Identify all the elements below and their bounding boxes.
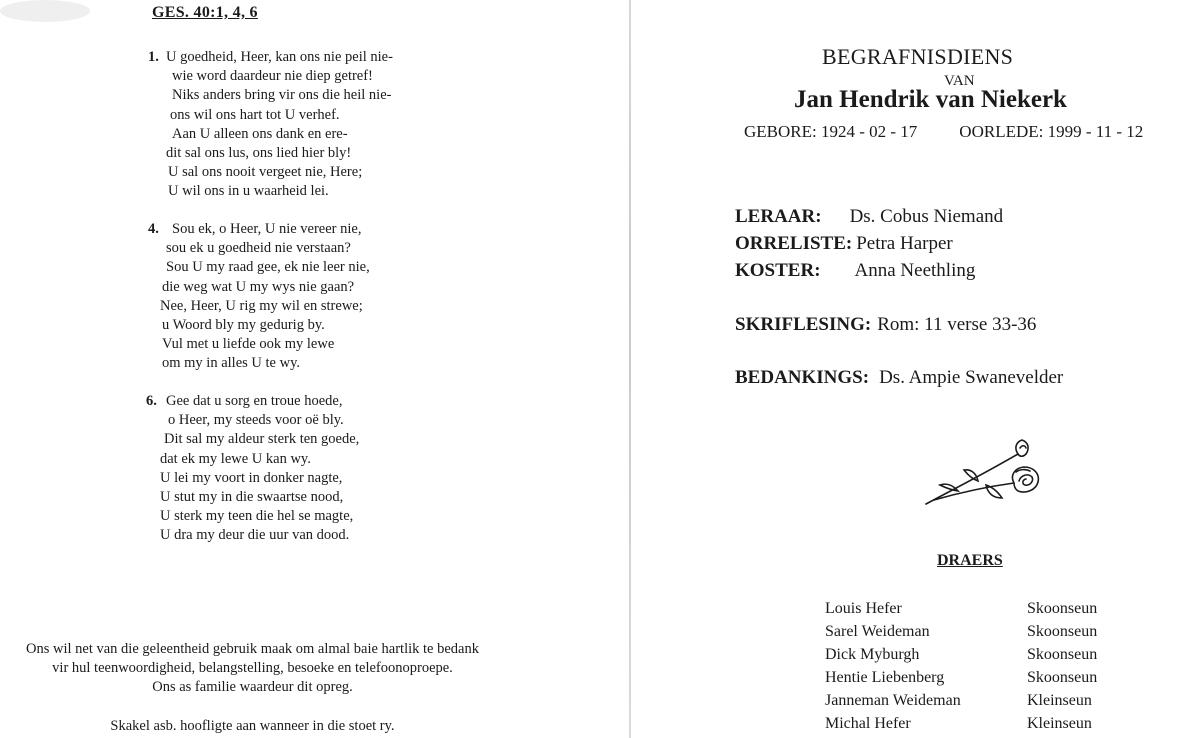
verse-line: U wil ons in u waarheid lei.: [168, 183, 329, 200]
bearer-relation: Skoonseun: [1027, 646, 1098, 663]
verse-line: U sal ons nooit vergeet nie, Here;: [168, 164, 363, 181]
hymn-verse-4: [148, 220, 370, 374]
death-date: OORLEDE: 1999 - 11 - 12: [959, 122, 1144, 141]
verse-line: U dra my deur die uur van dood.: [160, 527, 350, 544]
bearer-relation: Skoonseun: [1027, 600, 1098, 617]
verse-line: ons wil ons hart tot U verhef.: [170, 106, 340, 123]
bearer-row: [825, 692, 1125, 715]
verse-line: Dit sal my aldeur sterk ten goede,: [164, 431, 360, 448]
verse-line: om my in alles U te wy.: [162, 355, 300, 372]
verse-number: 4.: [148, 221, 159, 237]
role-label: ORRELISTE:: [735, 233, 853, 254]
bearer-relation: Kleinseun: [1027, 692, 1092, 709]
bearer-name: Janneman Weideman: [825, 692, 961, 709]
thank-you-line: vir hul teenwoordigheid, belangstelling, besoeke en telefoonoproepe.: [52, 660, 453, 676]
bearers-list: [825, 600, 1125, 738]
verse-line: sou ek u goedheid nie verstaan?: [166, 240, 351, 257]
bearer-row: [825, 669, 1125, 692]
bearer-relation: Skoonseun: [1027, 623, 1098, 640]
role-organist: [735, 233, 953, 255]
role-value: Ds. Ampie Swanevelder: [879, 367, 1064, 388]
hymn-verse-6: [146, 392, 360, 546]
birth-date: GEBORE: 1924 - 02 - 17: [744, 122, 918, 141]
verse-line: Aan U alleen ons dank en ere-: [172, 125, 348, 142]
service-van: VAN: [944, 73, 975, 89]
bearer-row: [825, 646, 1125, 669]
role-label: KOSTER:: [735, 260, 821, 281]
role-value: Petra Harper: [856, 233, 953, 254]
bearer-name: Louis Hefer: [825, 600, 902, 617]
role-label: LERAAR:: [735, 206, 822, 227]
role-scripture-reading: [735, 314, 1036, 336]
bearer-name: Dick Myburgh: [825, 646, 920, 663]
verse-line: U sterk my teen die hel se magte,: [160, 508, 354, 525]
headlights-notice: Skakel asb. hoofligte aan wanneer in die stoet ry.: [110, 718, 395, 734]
bearer-name: Hentie Liebenberg: [825, 669, 945, 686]
verse-line: Niks anders bring vir ons die heil nie-: [172, 87, 392, 104]
thank-you-note: [0, 640, 505, 697]
thank-you-line: Ons wil net van die geleentheid gebruik maak om almal baie hartlik te bedank: [26, 641, 479, 657]
rose-illustration-icon: [922, 436, 1052, 516]
role-value: Anna Neethling: [854, 260, 976, 281]
verse-line: u Woord bly my gedurig by.: [162, 317, 325, 334]
verse-line: U stut my in die swaartse nood,: [160, 489, 344, 506]
role-thanks: [735, 367, 1063, 389]
bearer-row: [825, 623, 1125, 646]
service-title: BEGRAFNISDIENS: [822, 44, 1014, 69]
verse-line: die weg wat U my wys nie gaan?: [162, 278, 355, 295]
thank-you-line: Ons as familie waardeur dit opreg.: [152, 679, 353, 695]
verse-line: U lei my voort in donker nagte,: [160, 469, 343, 486]
verse-line: wie word daardeur nie diep getref!: [172, 68, 373, 85]
verse-number: 1.: [148, 49, 159, 65]
bearer-relation: Kleinseun: [1027, 715, 1092, 732]
role-minister: [735, 206, 1003, 228]
hymn-verse-1: [148, 48, 393, 202]
bearer-relation: Skoonseun: [1027, 669, 1098, 686]
verse-line: dat ek my lewe U kan wy.: [160, 450, 311, 467]
bearer-row: [825, 715, 1125, 738]
verse-line: o Heer, my steeds voor oë bly.: [168, 412, 344, 429]
bearer-name: Sarel Weideman: [825, 623, 930, 640]
verse-line: Vul met u liefde ook my lewe: [162, 336, 335, 353]
life-dates: [744, 122, 1143, 142]
bearers-title: DRAERS: [937, 552, 1003, 569]
role-sexton: [735, 260, 975, 282]
verse-line: Sou ek, o Heer, U nie vereer nie,: [172, 221, 362, 237]
role-label: BEDANKINGS:: [735, 367, 870, 388]
deceased-name: Jan Hendrik van Niekerk: [794, 86, 1067, 113]
verse-number: 6.: [146, 393, 157, 409]
role-label: SKRIFLESING:: [735, 314, 872, 335]
verse-line: dit sal ons lus, ons lied hier bly!: [166, 145, 352, 162]
verse-line: U goedheid, Heer, kan ons nie peil nie-: [166, 49, 393, 65]
right-page: [632, 0, 1200, 738]
role-value: Ds. Cobus Niemand: [849, 206, 1004, 227]
bearer-name: Michal Hefer: [825, 715, 911, 732]
hymn-title: GES. 40:1, 4, 6: [152, 4, 258, 21]
verse-line: Nee, Heer, U rig my wil en strewe;: [160, 297, 363, 314]
bearer-row: [825, 600, 1125, 623]
role-value: Rom: 11 verse 33-36: [877, 314, 1037, 335]
verse-line: Gee dat u sorg en troue hoede,: [166, 393, 343, 409]
verse-line: Sou U my raad gee, ek nie leer nie,: [166, 259, 370, 276]
page-fold: [629, 0, 631, 738]
paper-smudge: [0, 0, 90, 22]
